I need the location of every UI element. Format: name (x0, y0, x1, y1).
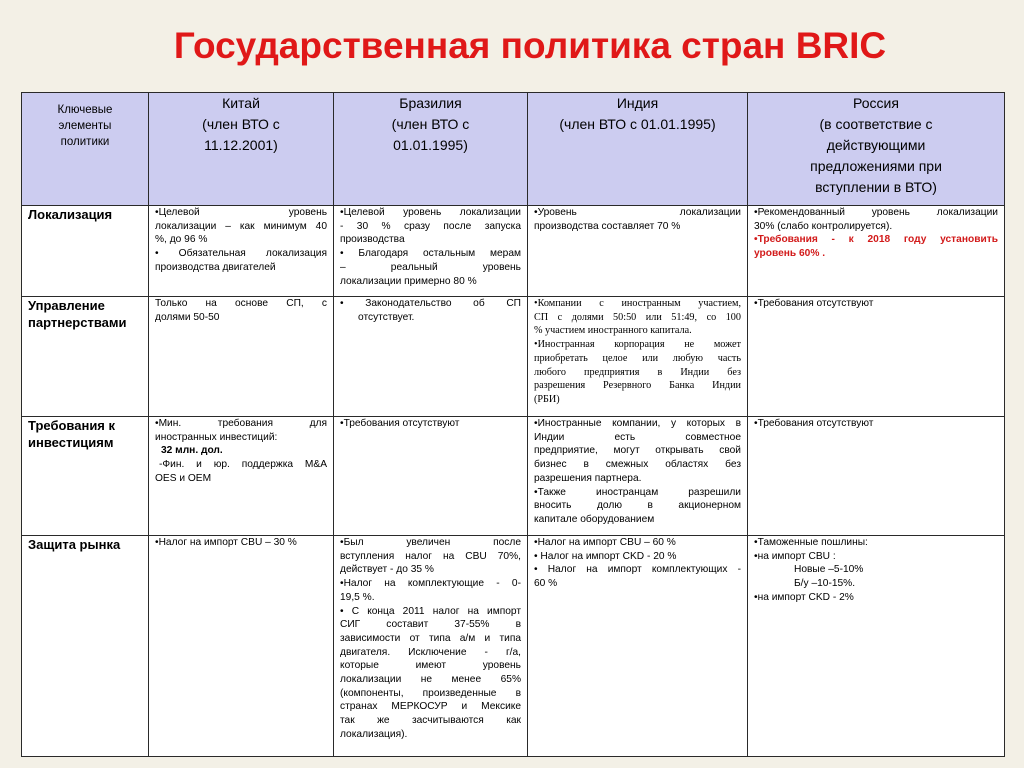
header-line: предложениями при (810, 158, 942, 174)
cell-line: предприятие, могут открывать свой (534, 445, 741, 457)
cell-line: долями 50-50 (155, 311, 220, 323)
cell-line: •Таможенные пошлины: (754, 537, 868, 548)
policy-table (21, 92, 1005, 757)
row-label-investment (22, 417, 149, 536)
row-label-localization (22, 206, 149, 297)
header-line: (член ВТО с 01.01.1995) (559, 116, 716, 132)
header-line: вступлении в ВТО) (815, 179, 937, 195)
cell-line: •Целевой уровень локализации (340, 207, 521, 218)
cell-line: (компоненты, произведенные в (340, 687, 521, 699)
header-line: (в соответствие с (819, 116, 933, 132)
cell-line: зависимости от типа а/м и типа (340, 632, 521, 644)
row-label: партнерствами (28, 315, 127, 330)
cell-line: действует - до 35 % (340, 564, 434, 576)
cell-market-russia (748, 536, 1005, 757)
row-label-market (22, 536, 149, 757)
cell-line: 60 % (534, 578, 558, 590)
cell-line: вносить долю в акционерном (534, 500, 741, 512)
header-brazil (334, 93, 528, 206)
cell-line: •Налог на импорт CBU – 30 % (155, 537, 297, 548)
cell-line: -Фин. и юр. поддержка M&A (159, 459, 327, 471)
cell-line: •на импорт CKD - 2% (754, 591, 854, 603)
cell-line: •на импорт CBU : (754, 550, 836, 562)
cell-localization-india (528, 206, 748, 297)
cell-line: •Иностранная корпорация не может (534, 339, 741, 351)
cell-line: % участием иностранного капитала. (534, 325, 692, 337)
header-line: 11.12.2001) (204, 137, 278, 153)
cell-line: локализации примерно 80 % (340, 275, 477, 287)
header-line: действующими (826, 137, 926, 153)
cell-line: (РБИ) (534, 393, 560, 405)
cell-localization-russia (748, 206, 1005, 297)
cell-line: – реальный уровень (340, 261, 521, 273)
cell-line: бизнес в смежных областях без (534, 459, 741, 471)
cell-line: •Компании с иностранным участием, (534, 298, 741, 309)
table-header-row (22, 93, 1005, 206)
cell-line: производства двигателей (155, 261, 276, 273)
cell-line: • Благодаря остальным мерам (340, 248, 521, 260)
cell-line: •Требования отсутствуют (754, 298, 874, 309)
header-line: Россия (853, 95, 899, 111)
cell-line: 30% (слабо контролируется). (754, 220, 893, 232)
cell-line: локализация). (340, 728, 408, 740)
cell-line: •Целевой уровень (155, 207, 327, 218)
header-china (149, 93, 334, 206)
cell-line: •Был увеличен после (340, 537, 521, 548)
header-india (528, 93, 748, 206)
cell-line: • Налог на импорт CKD - 20 % (534, 550, 677, 562)
cell-line: которые имеют уровень (340, 660, 521, 672)
cell-line: любого предприятия в Индии без (534, 366, 741, 378)
table-row-investment (22, 417, 1005, 536)
cell-line: • Законодательство об СП (340, 298, 521, 309)
cell-line: • Обязательная локализация (155, 248, 327, 260)
cell-line: •Налог на комплектующие - 0- (340, 578, 521, 590)
cell-partnership-brazil (334, 297, 528, 417)
cell-line: • С конца 2011 налог на импорт (340, 605, 521, 617)
header-key-elements (22, 93, 149, 206)
cell-localization-brazil (334, 206, 528, 297)
cell-investment-russia (748, 417, 1005, 536)
cell-line-highlight: уровень 60% . (754, 248, 826, 260)
cell-investment-india (528, 417, 748, 536)
cell-line: %, до 96 % (155, 234, 208, 246)
cell-line: локализации – как минимум 40 (155, 220, 327, 232)
header-line: Китай (222, 95, 260, 111)
cell-partnership-china (149, 297, 334, 417)
row-label: Защита рынка (28, 537, 121, 552)
cell-line: •Рекомендованный уровень локализации (754, 207, 998, 218)
cell-line: разрешения Резервного Банка Индии (534, 380, 741, 392)
header-line: Индия (616, 95, 659, 111)
cell-line: локализации не менее 65% (340, 674, 521, 686)
cell-line: Только на основе СП, с (155, 298, 327, 309)
cell-line: 19,5 %. (340, 591, 375, 603)
cell-line: •Мин. требования для (155, 418, 327, 429)
row-label: Локализация (28, 207, 113, 222)
header-line: 01.01.1995) (393, 137, 468, 153)
cell-market-india (528, 536, 748, 757)
cell-line: •Налог на импорт CBU – 60 % (534, 537, 676, 548)
cell-line: странах МЕРКОСУР и Мексике (340, 701, 521, 713)
table-row-partnership (22, 297, 1005, 417)
cell-line: Б/у –10-15%. (794, 578, 856, 590)
header-line: Бразилия (399, 95, 462, 111)
cell-line-highlight: •Требования - к 2018 году установить (754, 234, 998, 246)
cell-line: приобретать целое или любую часть (534, 352, 741, 364)
cell-line: •Иностранные компании, у которых в (534, 418, 741, 429)
cell-line: OES и OEM (155, 472, 212, 484)
cell-investment-brazil (334, 417, 528, 536)
table-row-market (22, 536, 1005, 757)
row-label: Требования к (28, 418, 116, 433)
cell-line: • Налог на импорт комплектующих - (534, 564, 741, 576)
header-russia (748, 93, 1005, 206)
cell-line: - 30 % сразу после запуска (340, 220, 521, 232)
cell-partnership-india (528, 297, 748, 417)
cell-line: отсутствует. (358, 311, 415, 323)
cell-line: Новые –5-10% (794, 564, 864, 576)
cell-localization-china (149, 206, 334, 297)
cell-line: •Требования отсутствуют (754, 418, 874, 429)
cell-market-brazil (334, 536, 528, 757)
header-line: (член ВТО с (391, 116, 470, 132)
page-title: Государственная политика стран BRIC (173, 25, 887, 66)
header-line: элементы (58, 120, 112, 132)
cell-line: двигателя. Исключение - г/а, (340, 646, 521, 658)
row-label-partnership (22, 297, 149, 417)
cell-line: вступления налог на CBU 70%, (340, 550, 521, 562)
cell-market-china (149, 536, 334, 757)
cell-line: капитале оборудованием (534, 513, 655, 525)
cell-line: •Требования отсутствуют (340, 418, 460, 429)
row-label: Управление (28, 298, 105, 313)
cell-line: •Также иностранцам разрешили (534, 486, 741, 498)
cell-line: СП с долями 50:50 или 51:49, со 100 (534, 311, 741, 323)
cell-line: •Уровень локализации (534, 207, 741, 218)
header-line: Ключевые (57, 104, 113, 116)
cell-line: СИГ составит 37-55% в (340, 619, 521, 631)
row-label: инвестициям (28, 435, 114, 450)
cell-line: производства составляет 70 % (534, 220, 681, 232)
cell-line: разрешения партнера. (534, 472, 642, 484)
cell-line: производства (340, 234, 405, 246)
cell-line: 32 млн. дол. (161, 445, 223, 457)
cell-line: иностранных инвестиций: (155, 431, 278, 443)
table-row-localization (22, 206, 1005, 297)
header-line: (член ВТО с (202, 116, 280, 132)
cell-investment-china (149, 417, 334, 536)
header-line: политики (60, 136, 110, 148)
cell-partnership-russia (748, 297, 1005, 417)
cell-line: так же засчитываются как (340, 715, 521, 727)
cell-line: Индии есть совместное (534, 431, 741, 443)
